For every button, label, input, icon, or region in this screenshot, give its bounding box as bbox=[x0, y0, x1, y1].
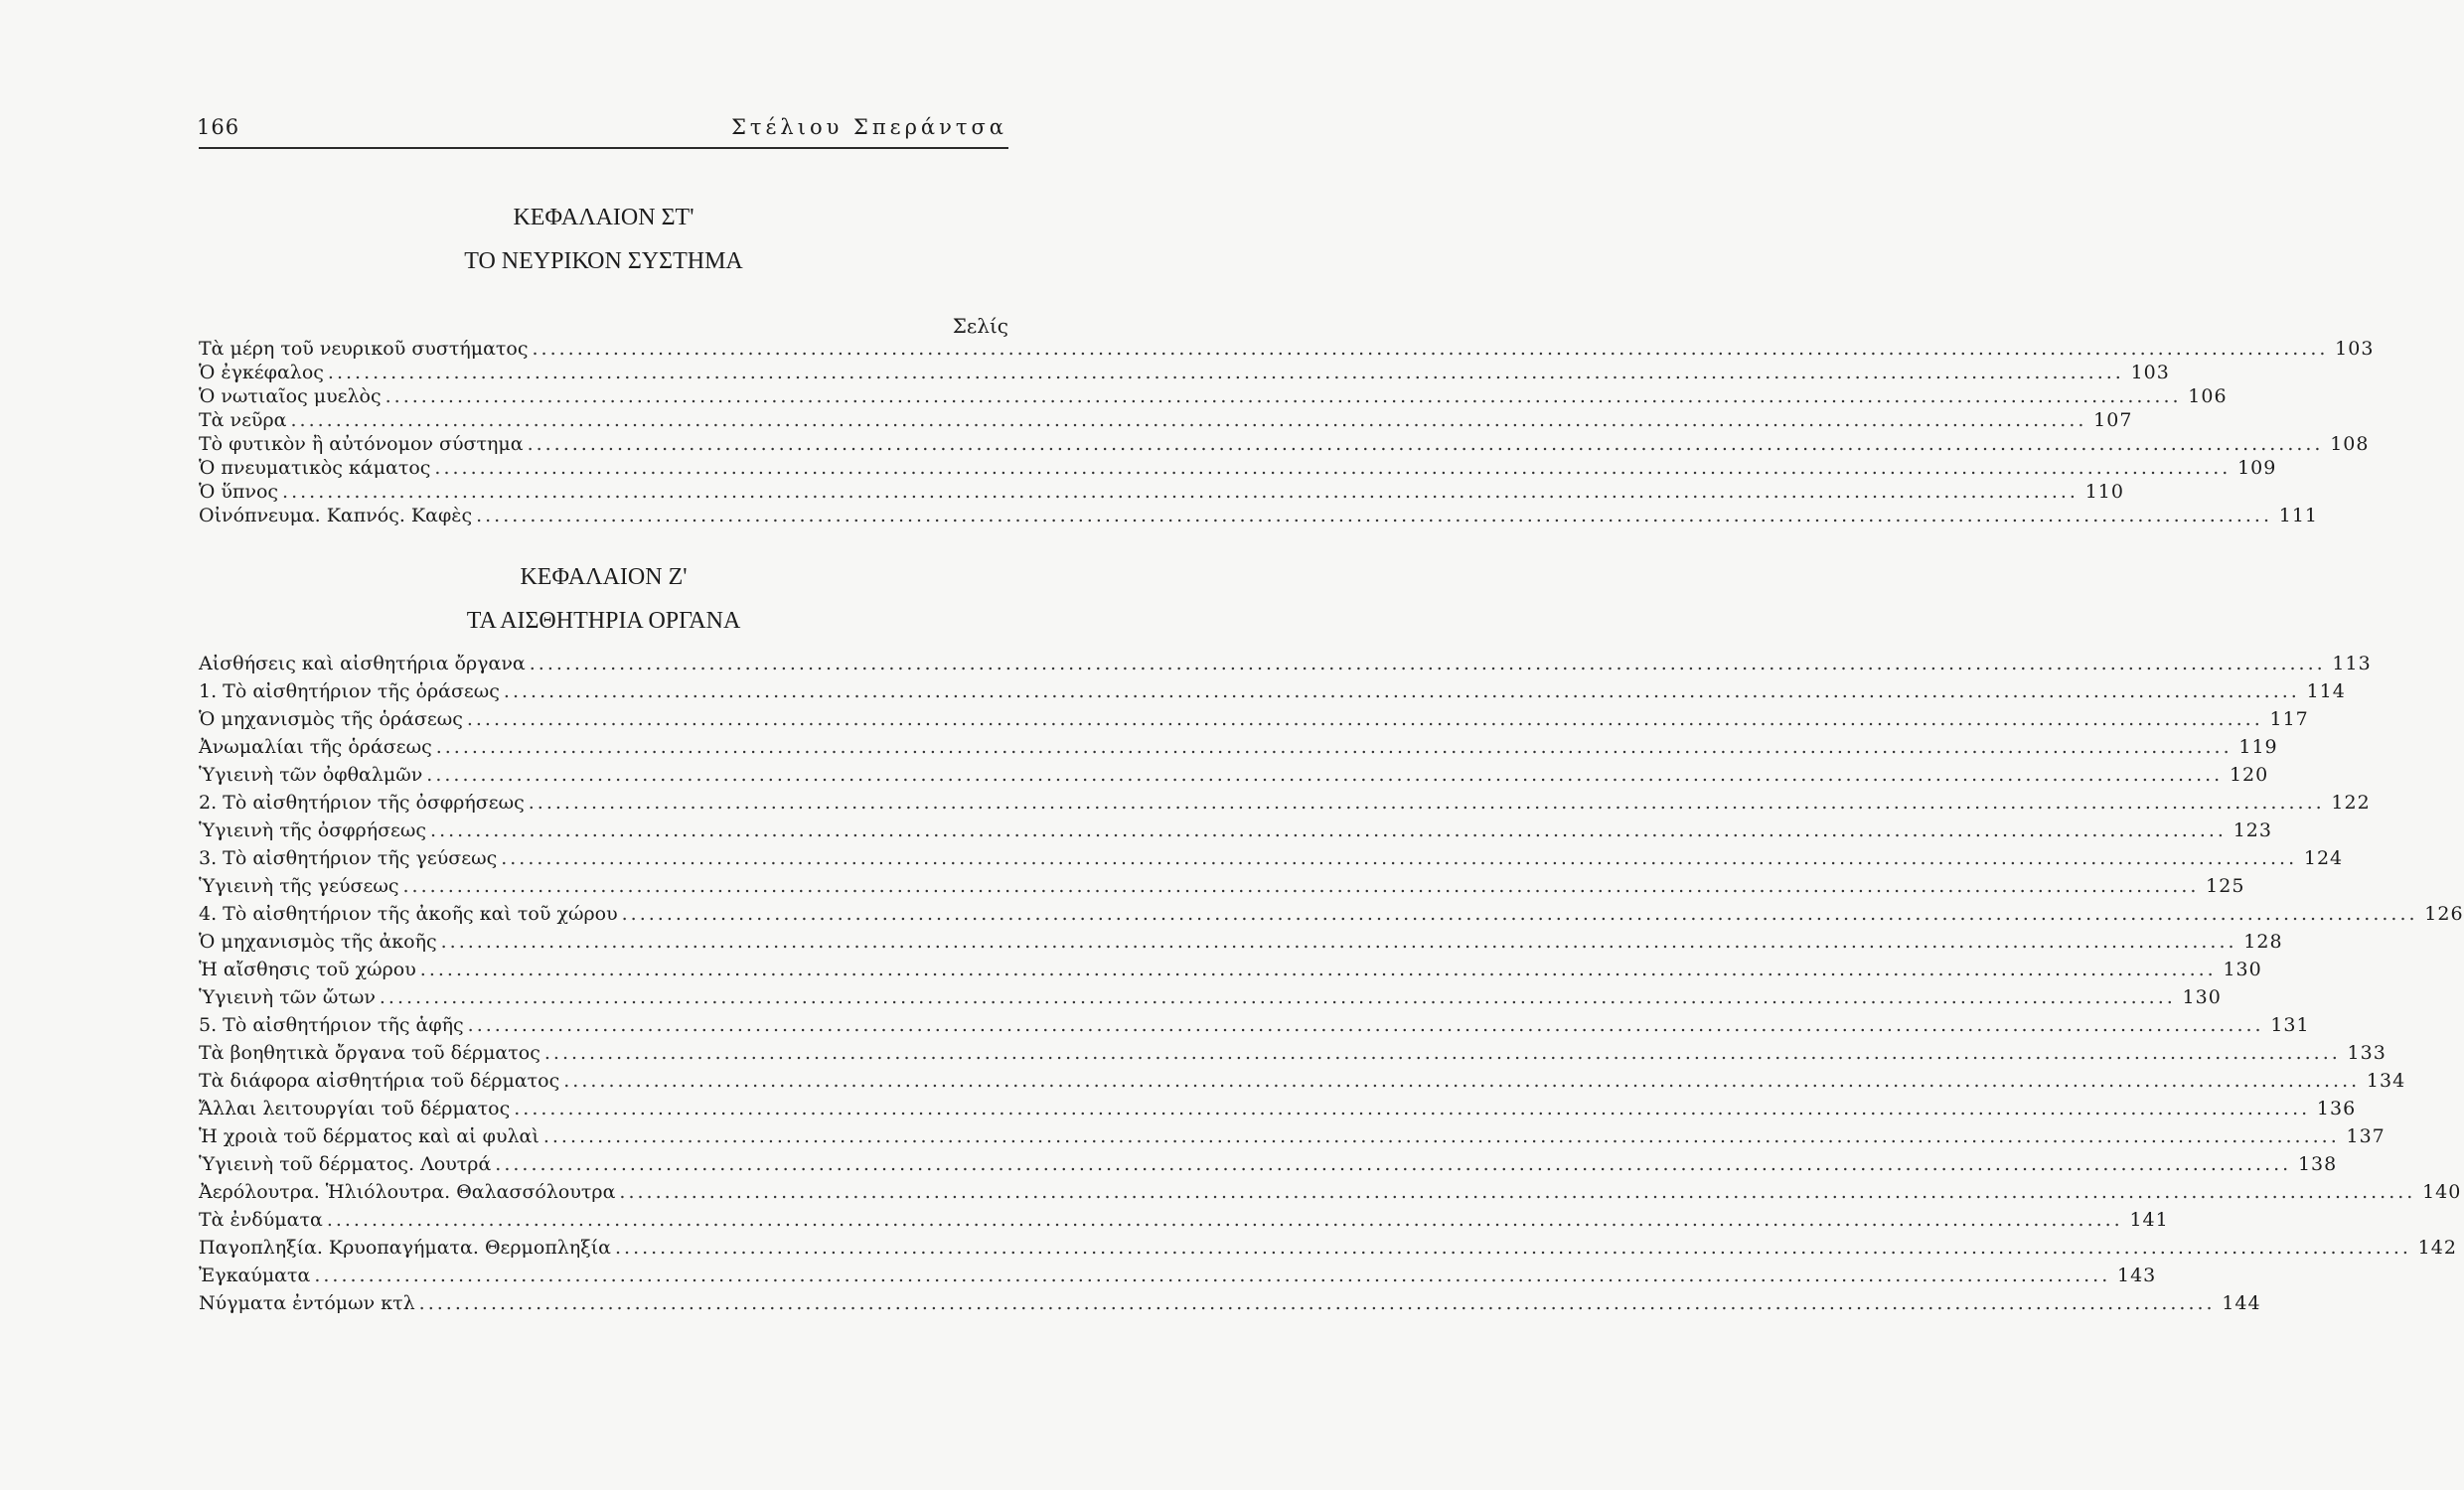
toc-entry bbox=[199, 764, 2269, 792]
dot-leader: ........................................................................................................................................................................................................ bbox=[563, 1070, 2361, 1092]
toc-entry bbox=[199, 931, 2283, 959]
dot-leader: ........................................................................................................................................................................................................ bbox=[529, 653, 2326, 674]
toc-entry-page: 131 bbox=[2270, 1014, 2310, 1036]
toc-entry bbox=[199, 959, 2262, 986]
dot-leader: ........................................................................................................................................................................................................ bbox=[542, 1125, 2340, 1147]
running-title: Στέλιου Σπεράντσα bbox=[731, 115, 1007, 139]
toc-entry-title: 4. Τὸ αἰσθητήριον τῆς ἀκοῆς καὶ τοῦ χώρου bbox=[199, 903, 618, 925]
dot-leader: ........................................................................................................................................................................................................ bbox=[467, 1014, 2264, 1036]
toc-entry bbox=[199, 903, 2464, 931]
toc-entry bbox=[199, 1237, 2457, 1265]
toc-entry bbox=[199, 1070, 2406, 1098]
chapter6-label: ΚΕΦΑΛΑΙΟΝ ΣΤ' bbox=[513, 205, 694, 230]
toc-entry-page: 114 bbox=[2306, 680, 2346, 702]
toc-entry-page: 141 bbox=[2129, 1209, 2169, 1231]
toc-entry bbox=[199, 1181, 2462, 1209]
chapter7-toc bbox=[199, 653, 2464, 1320]
toc-entry-title: Παγοπληξία. Κρυοπαγήματα. Θερμοπληξία bbox=[199, 1237, 611, 1259]
toc-entry-page: 133 bbox=[2347, 1042, 2387, 1064]
dot-leader: ........................................................................................................................................................................................................ bbox=[385, 385, 2182, 407]
toc-entry-page: 124 bbox=[2303, 847, 2344, 869]
dot-leader: ........................................................................................................................................................................................................ bbox=[426, 764, 2224, 786]
toc-entry-title: Τὰ νεῦρα bbox=[199, 409, 287, 431]
dot-leader: ........................................................................................................................................................................................................ bbox=[614, 1237, 2411, 1259]
toc-entry-title: Ὑγιεινὴ τῶν ὤτων bbox=[199, 986, 376, 1008]
toc-entry-page: 122 bbox=[2331, 792, 2371, 814]
pages-column-label: Σελίς bbox=[952, 314, 1008, 338]
toc-entry-page: 103 bbox=[2335, 338, 2375, 360]
toc-entry-title: Ὁ μηχανισμὸς τῆς ἀκοῆς bbox=[199, 931, 437, 953]
dot-leader: ........................................................................................................................................................................................................ bbox=[476, 505, 2273, 526]
toc-entry-page: 130 bbox=[2182, 986, 2222, 1008]
toc-entry-page: 142 bbox=[2417, 1237, 2457, 1259]
toc-entry-title: Ἀερόλουτρα. Ἡλιόλουτρα. Θαλασσόλουτρα bbox=[199, 1181, 616, 1203]
dot-leader: ........................................................................................................................................................................................................ bbox=[379, 986, 2176, 1008]
toc-entry-title: Ὑγιεινὴ τῆς γεύσεως bbox=[199, 875, 399, 897]
toc-entry-page: 143 bbox=[2117, 1265, 2157, 1286]
toc-entry-title: Τὰ μέρη τοῦ νευρικοῦ συστήματος bbox=[199, 338, 529, 360]
dot-leader: ........................................................................................................................................................................................................ bbox=[282, 481, 2079, 503]
dot-leader: ........................................................................................................................................................................................................ bbox=[430, 820, 2227, 841]
toc-entry-page: 108 bbox=[2330, 433, 2370, 455]
chapter6-title: ΤΟ ΝΕΥΡΙΚΟΝ ΣΥΣΤΗΜΑ bbox=[464, 248, 743, 274]
toc-entry bbox=[199, 433, 2370, 457]
toc-entry-title: Ὁ ἐγκέφαλος bbox=[199, 362, 324, 383]
toc-entry-page: 123 bbox=[2233, 820, 2272, 841]
toc-entry-page: 130 bbox=[2223, 959, 2262, 980]
toc-entry bbox=[199, 1209, 2169, 1237]
toc-entry bbox=[199, 1042, 2387, 1070]
toc-entry-title: Ὑγιεινὴ τῶν ὀφθαλμῶν bbox=[199, 764, 423, 786]
toc-entry-title: 1. Τὸ αἰσθητήριον τῆς ὁράσεως bbox=[199, 680, 500, 702]
dot-leader: ........................................................................................................................................................................................................ bbox=[495, 1153, 2292, 1175]
dot-leader: ........................................................................................................................................................................................................ bbox=[327, 362, 2124, 383]
toc-entry bbox=[199, 653, 2372, 680]
dot-leader: ........................................................................................................................................................................................................ bbox=[543, 1042, 2341, 1064]
toc-entry bbox=[199, 792, 2371, 820]
dot-leader: ........................................................................................................................................................................................................ bbox=[440, 931, 2237, 953]
toc-entry bbox=[199, 409, 2133, 433]
toc-entry-page: 126 bbox=[2424, 903, 2464, 925]
dot-leader: ........................................................................................................................................................................................................ bbox=[528, 792, 2325, 814]
toc-entry bbox=[199, 680, 2346, 708]
toc-entry-page: 106 bbox=[2188, 385, 2228, 407]
toc-entry-title: Τὸ φυτικὸν ἢ αὐτόνομον σύστημα bbox=[199, 433, 524, 455]
dot-leader: ........................................................................................................................................................................................................ bbox=[290, 409, 2087, 431]
toc-entry-title: Ὁ μηχανισμὸς τῆς ὁράσεως bbox=[199, 708, 463, 730]
toc-entry-page: 110 bbox=[2084, 481, 2124, 503]
toc-entry-title: 2. Τὸ αἰσθητήριον τῆς ὀσφρήσεως bbox=[199, 792, 525, 814]
dot-leader: ........................................................................................................................................................................................................ bbox=[503, 680, 2300, 702]
dot-leader: ........................................................................................................................................................................................................ bbox=[326, 1209, 2123, 1231]
toc-entry bbox=[199, 1265, 2157, 1292]
toc-entry-page: 128 bbox=[2243, 931, 2283, 953]
toc-entry-page: 144 bbox=[2222, 1292, 2261, 1314]
toc-entry-title: Ὁ ὕπνος bbox=[199, 481, 279, 503]
toc-entry-page: 107 bbox=[2093, 409, 2133, 431]
toc-entry-title: Τὰ διάφορα αἰσθητήρια τοῦ δέρματος bbox=[199, 1070, 560, 1092]
toc-entry-title: Οἰνόπνευμα. Καπνός. Καφὲς bbox=[199, 505, 473, 526]
toc-entry bbox=[199, 1153, 2338, 1181]
dot-leader: ........................................................................................................................................................................................................ bbox=[419, 959, 2217, 980]
page-number: 166 bbox=[197, 115, 240, 139]
dot-leader: ........................................................................................................................................................................................................ bbox=[314, 1265, 2111, 1286]
toc-entry-page: 109 bbox=[2237, 457, 2277, 479]
toc-entry bbox=[199, 338, 2375, 362]
toc-entry-page: 103 bbox=[2130, 362, 2170, 383]
toc-entry-page: 120 bbox=[2229, 764, 2269, 786]
toc-entry bbox=[199, 986, 2222, 1014]
dot-leader: ........................................................................................................................................................................................................ bbox=[532, 338, 2329, 360]
toc-entry-title: Ἡ χροιὰ τοῦ δέρματος καὶ αἱ φυλαὶ bbox=[199, 1125, 539, 1147]
toc-entry bbox=[199, 1292, 2261, 1320]
toc-entry-title: Ὁ νωτιαῖος μυελὸς bbox=[199, 385, 382, 407]
toc-entry bbox=[199, 875, 2245, 903]
toc-entry-title: Ἄλλαι λειτουργίαι τοῦ δέρματος bbox=[199, 1098, 511, 1119]
toc-entry-page: 140 bbox=[2422, 1181, 2462, 1203]
toc-entry-title: Ἀνωμαλίαι τῆς ὁράσεως bbox=[199, 736, 432, 758]
dot-leader: ........................................................................................................................................................................................................ bbox=[501, 847, 2298, 869]
toc-entry bbox=[199, 1125, 2386, 1153]
toc-entry bbox=[199, 362, 2170, 385]
header-rule bbox=[199, 147, 1008, 149]
toc-entry-title: Νύγματα ἐντόμων κτλ bbox=[199, 1292, 415, 1314]
toc-entry bbox=[199, 481, 2124, 505]
toc-entry-page: 136 bbox=[2316, 1098, 2357, 1119]
chapter7-title: ΤΑ ΑΙΣΘΗΤΗΡΙΑ ΟΡΓΑΝΑ bbox=[466, 608, 741, 634]
dot-leader: ........................................................................................................................................................................................................ bbox=[435, 736, 2233, 758]
toc-entry bbox=[199, 1014, 2310, 1042]
toc-entry bbox=[199, 708, 2309, 736]
toc-entry-title: Ὑγιεινὴ τῆς ὀσφρήσεως bbox=[199, 820, 427, 841]
toc-entry bbox=[199, 505, 2319, 528]
dot-leader: ........................................................................................................................................................................................................ bbox=[418, 1292, 2216, 1314]
dot-leader: ........................................................................................................................................................................................................ bbox=[402, 875, 2200, 897]
toc-entry-title: Τὰ βοηθητικὰ ὄργανα τοῦ δέρματος bbox=[199, 1042, 540, 1064]
toc-entry-title: Ἐγκαύματα bbox=[199, 1265, 311, 1286]
toc-entry-page: 117 bbox=[2269, 708, 2309, 730]
toc-entry bbox=[199, 385, 2228, 409]
chapter7-label: ΚΕΦΑΛΑΙΟΝ Ζ' bbox=[520, 564, 688, 590]
toc-entry-title: 3. Τὸ αἰσθητήριον τῆς γεύσεως bbox=[199, 847, 498, 869]
toc-entry-title: Αἰσθήσεις καὶ αἰσθητήρια ὄργανα bbox=[199, 653, 526, 674]
toc-entry-title: 5. Τὸ αἰσθητήριον τῆς ἁφῆς bbox=[199, 1014, 464, 1036]
chapter6-toc bbox=[199, 338, 2375, 528]
dot-leader: ........................................................................................................................................................................................................ bbox=[434, 457, 2232, 479]
toc-entry-page: 137 bbox=[2346, 1125, 2386, 1147]
dot-leader: ........................................................................................................................................................................................................ bbox=[619, 1181, 2416, 1203]
toc-entry-title: Ὁ πνευματικὸς κάματος bbox=[199, 457, 431, 479]
toc-entry-page: 113 bbox=[2332, 653, 2372, 674]
toc-entry bbox=[199, 1098, 2357, 1125]
toc-entry-page: 134 bbox=[2366, 1070, 2406, 1092]
toc-entry bbox=[199, 736, 2278, 764]
toc-entry bbox=[199, 820, 2272, 847]
toc-entry bbox=[199, 457, 2277, 481]
toc-entry-page: 111 bbox=[2278, 505, 2319, 526]
toc-entry-title: Ἡ αἴσθησις τοῦ χώρου bbox=[199, 959, 416, 980]
toc-entry bbox=[199, 847, 2344, 875]
dot-leader: ........................................................................................................................................................................................................ bbox=[514, 1098, 2311, 1119]
toc-entry-page: 138 bbox=[2297, 1153, 2338, 1175]
dot-leader: ........................................................................................................................................................................................................ bbox=[466, 708, 2263, 730]
toc-entry-page: 119 bbox=[2238, 736, 2278, 758]
dot-leader: ........................................................................................................................................................................................................ bbox=[621, 903, 2418, 925]
toc-entry-title: Τὰ ἐνδύματα bbox=[199, 1209, 323, 1231]
toc-entry-title: Ὑγιεινὴ τοῦ δέρματος. Λουτρά bbox=[199, 1153, 492, 1175]
dot-leader: ........................................................................................................................................................................................................ bbox=[527, 433, 2324, 455]
toc-entry-page: 125 bbox=[2206, 875, 2245, 897]
